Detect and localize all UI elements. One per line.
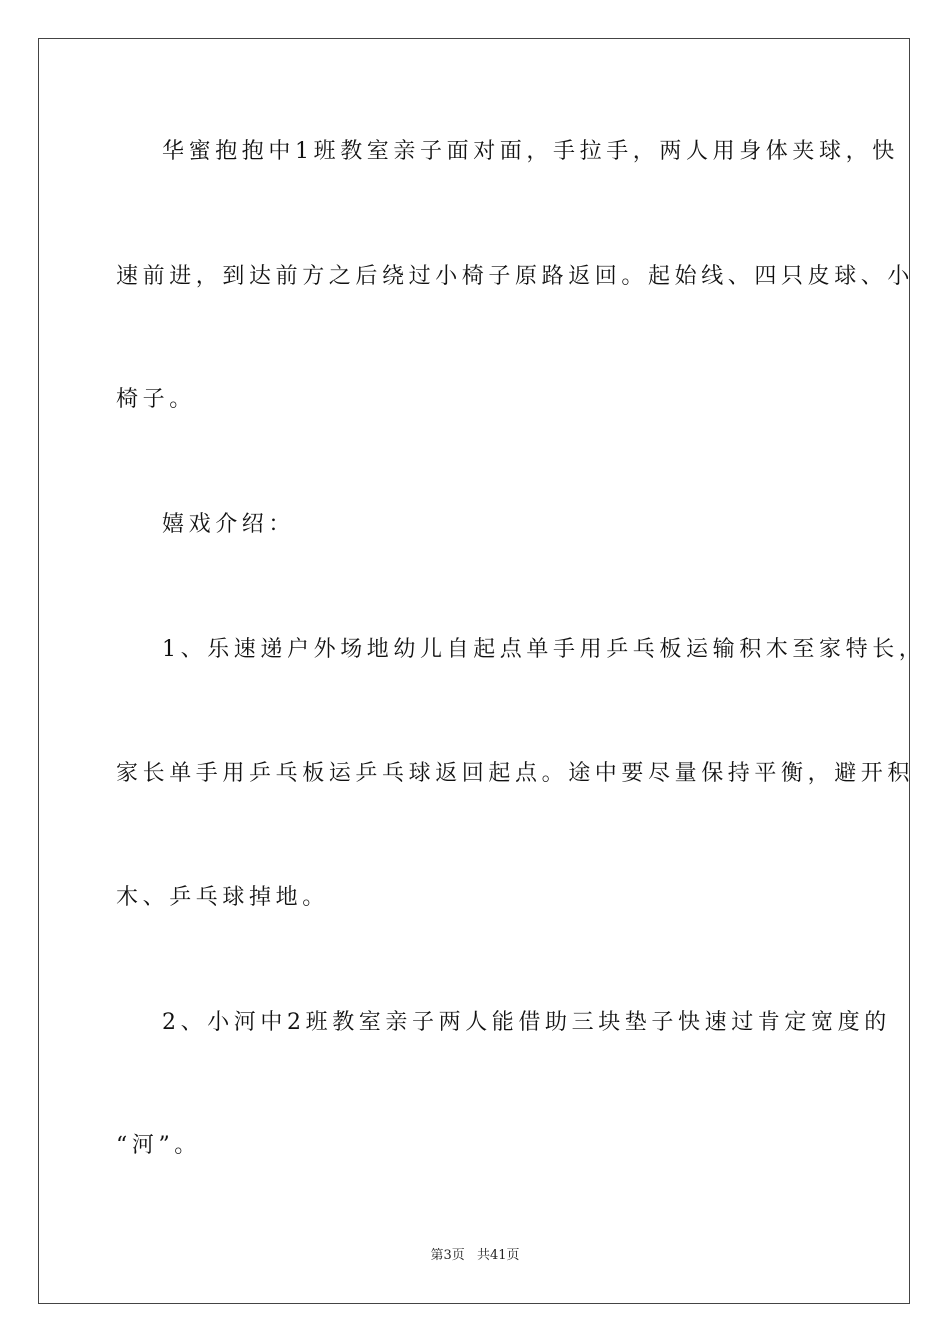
section-heading: 嬉戏介绍： xyxy=(162,512,296,537)
page-total: 共41页 xyxy=(476,1248,520,1263)
paragraph-line: 2、小河中2班教室亲子两人能借助三块垫子快速过肯定宽度的 xyxy=(162,1010,891,1035)
paragraph-line: 华蜜抱抱中1班教室亲子面对面，手拉手，两人用身体夹球，快 xyxy=(162,139,899,164)
paragraph-line: 椅子。 xyxy=(116,387,196,412)
paragraph-line: 家长单手用乒乓板运乒乓球返回起点。途中要尽量保持平衡，避开积 xyxy=(116,761,915,786)
paragraph-line: 1、乐速递户外场地幼儿自起点单手用乒乓板运输积木至家特长， xyxy=(162,637,926,662)
paragraph-line: 木、乒乓球掉地。 xyxy=(116,885,329,910)
page-footer xyxy=(0,1247,950,1265)
paragraph-line: “河”。 xyxy=(116,1133,201,1158)
page-number: 第3页 xyxy=(430,1248,465,1263)
paragraph-line: 速前进，到达前方之后绕过小椅子原路返回。起始线、四只皮球、小 xyxy=(116,264,915,289)
page-border xyxy=(38,38,926,1304)
